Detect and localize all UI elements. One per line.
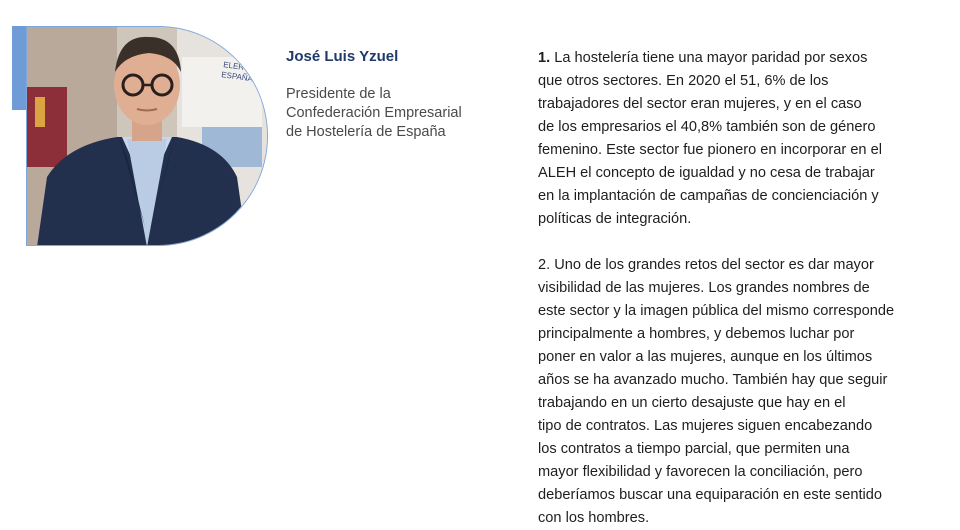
answer-1-line: en la implantación de campañas de concienciación y <box>538 188 879 204</box>
answer-2-line: visibilidad de las mujeres. Los grandes nombres de <box>538 280 870 296</box>
role-line: de Hostelería de España <box>286 124 446 140</box>
answer-2-line: poner en valor a las mujeres, aunque en los últimos <box>538 349 873 365</box>
answer-1-line: trabajadores del sector eran mujeres, y en el caso <box>538 96 862 112</box>
answer-1-line: femenino. Este sector fue pionero en incorporar en el <box>538 142 882 158</box>
answer-1-line <box>538 47 938 70</box>
person-name: José Luis Yzuel <box>286 48 399 65</box>
answer-2-line: con los hombres. <box>538 510 650 526</box>
answer-2-line: principalmente a hombres, y debemos luchar por <box>538 326 855 342</box>
answer-2-line: 2. Uno de los grandes retos del sector es dar mayor <box>538 257 874 273</box>
answer-1-line: políticas de integración. <box>538 211 692 227</box>
answer-1-line: que otros sectores. En 2020 el 51, 6% de los <box>538 73 829 89</box>
role-line: Confederación Empresarial <box>286 105 462 121</box>
answer-1-line: ALEH el concepto de igualdad y no cesa de trabajar <box>538 165 875 181</box>
answer-2-line: años se ha avanzado mucho. También hay que seguir <box>538 372 888 388</box>
paragraph-gap <box>538 231 938 254</box>
answer-2-line: trabajando en un cierto desajuste que hay en el <box>538 395 846 411</box>
answer-2-line: tipo de contratos. Las mujeres siguen encabezando <box>538 418 873 434</box>
role-line: Presidente de la <box>286 86 391 102</box>
answer-2-line: deberíamos buscar una equiparación en este sentido <box>538 487 882 503</box>
answers-text <box>538 47 938 530</box>
answer-1-line: de los empresarios el 40,8% también son de género <box>538 119 876 135</box>
answer-2-line: mayor flexibilidad y favorecen la conciliación, pero <box>538 464 863 480</box>
answer-1-number: 1. <box>538 50 551 66</box>
portrait-photo <box>26 26 268 246</box>
person-role <box>286 85 496 142</box>
answer-2-line: este sector y la imagen pública del mismo corresponde <box>538 303 895 319</box>
sign-text-2: ESPAÑA <box>220 70 254 84</box>
answer-1-text: La hostelería tiene una mayor paridad por sexos <box>554 50 868 66</box>
sign-text-1: ELERÍA <box>222 60 253 73</box>
answer-2-line: los contratos a tiempo parcial, que permiten una <box>538 441 850 457</box>
